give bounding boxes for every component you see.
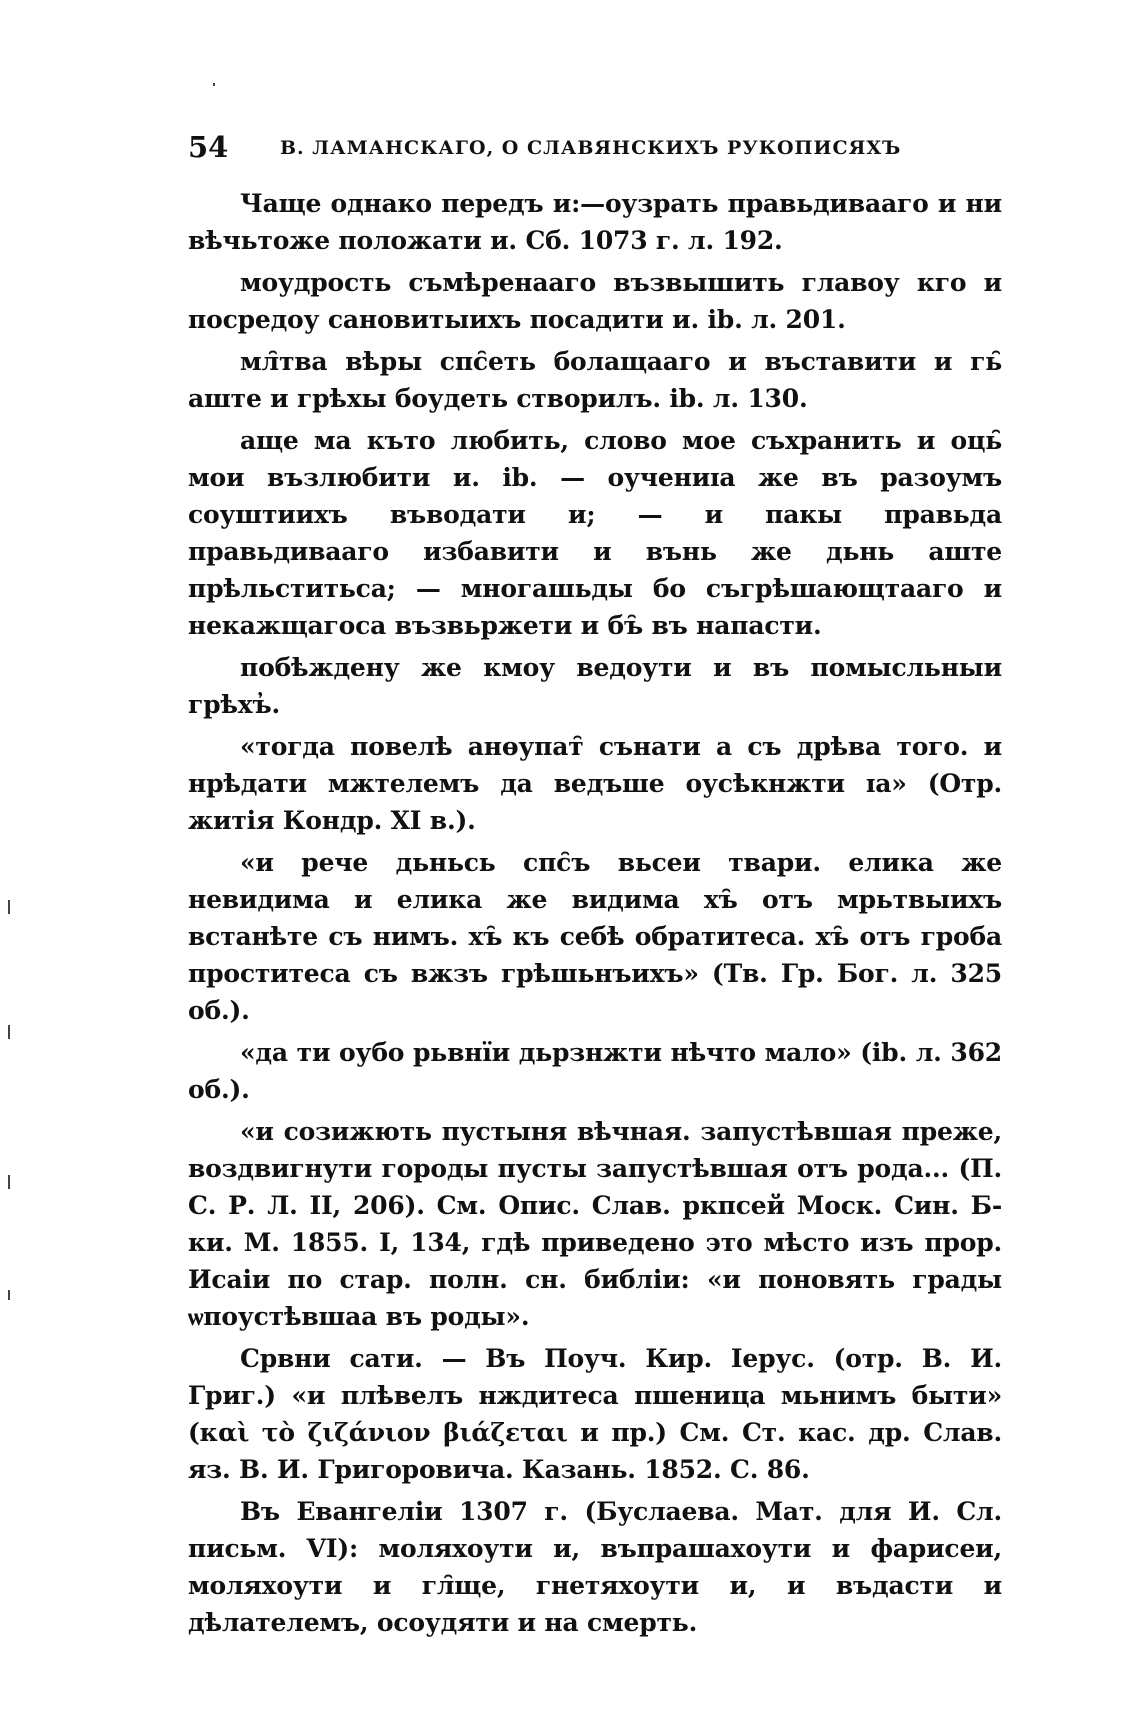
paragraph: «и созижють пустыня вѣчная. запустѣвшая преже, воздвигнути городы пусты запустѣвшая отъ рода... (П. С. Р. Л. II, 206). См. Опис. Слав. ркпсей Моск. Син. Б-ки. М. 1855. I, 134, гдѣ приведено это мѣсто изъ прор. Исаіи по стар. полн. сн. библіи: «и поновять грады ѡпоустѣвшаа въ роды». — [188, 1117, 1002, 1331]
paragraph: аще ма къто любить, слово мое съхранить и оць̑ мои възлюбити и. ib. — оучениɪа же въ разоумъ соуштиихъ въводати и; — и пакы правьда правьдиваaго избавити и вънь же дьнь аште прѣльститьса; — многашьды бо съгрѣшающтааго и некажщагоса възвьржети и бъ̑ въ напасти. — [188, 426, 1002, 640]
page-number: 54 — [188, 130, 229, 164]
stray-ink-mark — [8, 1175, 10, 1189]
stray-ink-mark — [213, 83, 215, 86]
paragraph: мл̑тва вѣры спс̑еть болащааго и въставити и гь̑ аште и грѣхы боудеть створилъ. ib. л. 130. — [188, 347, 1002, 413]
stray-ink-mark — [8, 900, 10, 914]
paragraph: Въ Евангеліи 1307 г. (Буслаева. Мат. для И. Сл. письм. VI): моляхоути и, въпрашахоути и фарисеи, моляхоути и гл̑ще, гнетяхоути и, и въдасти и дѣлателемъ, осоудяти и на смерть. — [188, 1497, 1002, 1637]
stray-ink-mark — [8, 1290, 10, 1300]
paragraph: Срвни сати. — Въ Поуч. Кир. Іерус. (отр. В. И. Григ.) «и плѣвелъ нждитеса пшеница мьнимъ быти» (καὶ τὸ ζιζάνιον βιάζεται и пр.) См. Ст. кас. др. Слав. яз. В. И. Григоровича. Казань. 1852. С. 86. — [188, 1344, 1002, 1484]
paragraph: моудрость съмѣренааго възвышить главоу кго и посредоу сановитыихъ посадити и. ib. л. 201. — [188, 268, 1002, 334]
stray-ink-mark — [8, 1025, 10, 1039]
page-header — [188, 130, 988, 170]
paragraph: «тогда повелѣ анөупат̑ сънати а съ дрѣва того. и нрѣдати мжтелемъ да ведъше оусѣкнжти ɪа» (Отр. житія Кондр. XI в.). — [188, 732, 1002, 835]
running-title: В. ЛАМАНСКАГО, О СЛАВЯНСКИХЪ РУКОПИСЯХЪ — [280, 137, 902, 159]
paragraph: «да ти оубо рьвнїи дьрзнжти нѣчто мало» (ib. л. 362 об.). — [188, 1038, 1002, 1104]
paragraph: Чаще однако передъ и:—оузрать правьдиваaго и ни вѣчьтоже положати и. Сб. 1073 г. л. 192. — [188, 189, 1002, 255]
body-text — [188, 185, 1002, 1646]
paragraph: побѣждену же кмоу ведоути и въ помысльныи грѣхъ̓. — [188, 653, 1002, 719]
paragraph: «и рече дьньсь спс̑ъ вьсеи твари. елика же невидима и елика же видима хъ̑ отъ мрьтвыихъ встанѣте съ нимъ. хъ̑ къ себѣ обратитеса. хъ̑ отъ гроба проститеса съ вжзъ грѣшьнъихъ» (Тв. Гр. Бог. л. 325 об.). — [188, 848, 1002, 1025]
